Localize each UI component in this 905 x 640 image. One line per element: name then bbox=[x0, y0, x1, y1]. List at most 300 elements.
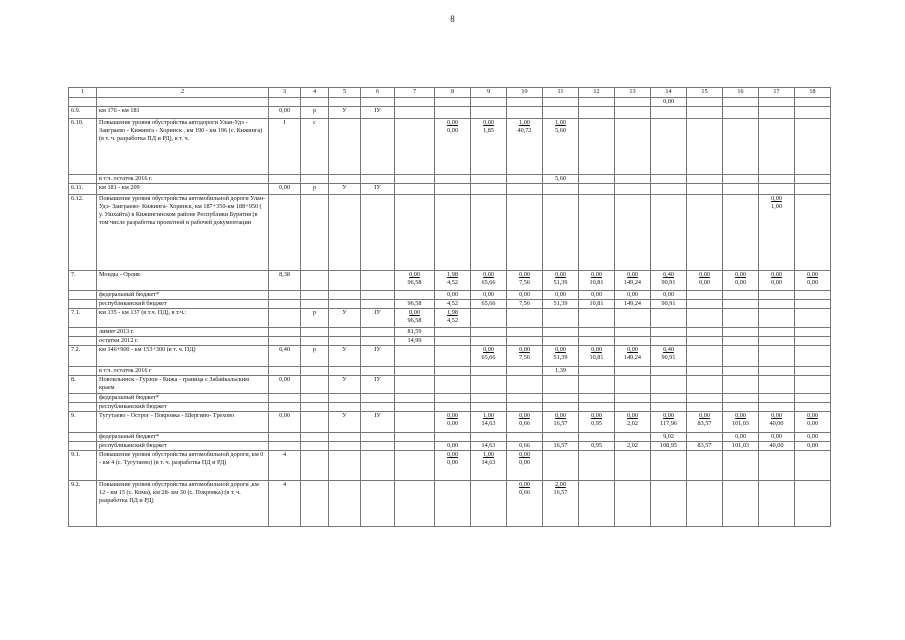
header-cell: 9 bbox=[471, 88, 507, 98]
table-cell bbox=[723, 98, 759, 107]
table-cell bbox=[435, 98, 471, 107]
table-cell bbox=[471, 107, 507, 119]
table-cell bbox=[723, 451, 759, 481]
table-cell: 0,00 0,66 bbox=[507, 481, 543, 527]
table-cell bbox=[395, 412, 435, 433]
table-row bbox=[69, 271, 831, 291]
table-row bbox=[69, 291, 831, 300]
table-cell: 0,00 83,57 bbox=[687, 412, 723, 433]
table-cell bbox=[579, 328, 615, 337]
table-cell bbox=[615, 309, 651, 328]
table-cell bbox=[301, 394, 329, 403]
header-cell: 3 bbox=[269, 88, 301, 98]
table-cell bbox=[361, 394, 395, 403]
table-cell bbox=[723, 403, 759, 412]
table-cell: 10,81 bbox=[579, 300, 615, 309]
table-cell bbox=[579, 403, 615, 412]
table-cell bbox=[543, 451, 579, 481]
table-cell bbox=[471, 403, 507, 412]
table-cell: 0,00 bbox=[795, 433, 831, 442]
table-cell bbox=[329, 291, 361, 300]
table-row bbox=[69, 403, 831, 412]
table-cell bbox=[795, 291, 831, 300]
table-cell bbox=[507, 98, 543, 107]
row-description: Тугутаево - Острог - Покровка - Шергино- Трехово bbox=[97, 412, 269, 433]
header-cell: 2 bbox=[97, 88, 269, 98]
table-cell: 0,00 bbox=[615, 291, 651, 300]
table-cell bbox=[435, 394, 471, 403]
table-cell: 0,00 1,00 bbox=[759, 195, 795, 271]
table-cell: 0,00 0,00 bbox=[795, 271, 831, 291]
table-cell bbox=[795, 107, 831, 119]
table-cell bbox=[723, 195, 759, 271]
table-cell: 0,00 7,56 bbox=[507, 346, 543, 367]
table-cell bbox=[759, 367, 795, 376]
row-number: 7.2. bbox=[69, 346, 97, 367]
table-cell bbox=[723, 107, 759, 119]
table-row bbox=[69, 195, 831, 271]
table-cell: 2,00 16,57 bbox=[543, 481, 579, 527]
table-cell bbox=[723, 367, 759, 376]
table-row bbox=[69, 300, 831, 309]
table-cell bbox=[687, 328, 723, 337]
table-cell bbox=[651, 451, 687, 481]
table-cell bbox=[687, 309, 723, 328]
table-cell: IУ bbox=[361, 107, 395, 119]
table-cell bbox=[471, 184, 507, 195]
table-cell: 81,59 bbox=[395, 328, 435, 337]
table-cell bbox=[269, 433, 301, 442]
table-cell bbox=[651, 367, 687, 376]
table-cell bbox=[361, 451, 395, 481]
table-cell: 6,40 90,91 bbox=[651, 346, 687, 367]
table-cell bbox=[723, 328, 759, 337]
table-cell: IУ bbox=[361, 412, 395, 433]
row-description: км 135 - км 137 (в т.ч. ПД), в т.ч.: bbox=[97, 309, 269, 328]
row-number bbox=[69, 175, 97, 184]
table-cell bbox=[543, 184, 579, 195]
row-description: республиканский бюджет bbox=[97, 403, 269, 412]
table-cell bbox=[723, 175, 759, 184]
table-cell: 2,02 bbox=[615, 442, 651, 451]
table-cell bbox=[507, 376, 543, 394]
table-cell bbox=[723, 300, 759, 309]
table-cell: У bbox=[329, 107, 361, 119]
row-description: Повышение уровня обустройства автомобильной дороги ,км 12 - км 15 (с. Кома), км 28- км 30 (с. Покровка) (в т. ч. разработка ПД и РД) bbox=[97, 481, 269, 527]
table-cell bbox=[395, 442, 435, 451]
row-description: км 146+900 - км 153+300 (в т. ч. ПД) bbox=[97, 346, 269, 367]
row-description: Повышение уровня обустройства автодороги Улан-Удэ - Заиграево - Кижинга - Хоринск , км 190 - км 196 (с. Кижинга) (в т. ч. разработка ПД и РД), в т. ч. bbox=[97, 119, 269, 175]
row-number: 8. bbox=[69, 376, 97, 394]
table-cell bbox=[361, 442, 395, 451]
table-cell bbox=[435, 107, 471, 119]
table-row bbox=[69, 367, 831, 376]
table-row bbox=[69, 309, 831, 328]
table-cell: 0,00 10,81 bbox=[579, 271, 615, 291]
table-cell bbox=[759, 119, 795, 175]
row-number bbox=[69, 300, 97, 309]
row-description: км 176 - км 181 bbox=[97, 107, 269, 119]
table-cell bbox=[329, 403, 361, 412]
table-cell bbox=[579, 119, 615, 175]
table-cell bbox=[615, 451, 651, 481]
table-cell: 0,00 0,00 bbox=[687, 271, 723, 291]
table-cell bbox=[651, 337, 687, 346]
table-cell bbox=[361, 98, 395, 107]
table-cell: 0,00 bbox=[651, 291, 687, 300]
table-cell bbox=[301, 403, 329, 412]
table-cell bbox=[651, 481, 687, 527]
row-description: в т.ч. остаток 2016 г bbox=[97, 367, 269, 376]
table-cell: 108,95 bbox=[651, 442, 687, 451]
table-cell bbox=[301, 98, 329, 107]
table-cell bbox=[579, 337, 615, 346]
table-cell bbox=[507, 394, 543, 403]
table-cell bbox=[301, 451, 329, 481]
table-cell bbox=[471, 367, 507, 376]
table-cell bbox=[301, 367, 329, 376]
row-description: Повышение уровня обустройства автомобильной дороги Улан-Удэ- Заиграево- Кижинга- Хоринск, км 187+350-км 188+950 ( у. Ушхайта) в Кижингинском районе Республики Бурятия (в том числе разработка проектной и рабочей документации bbox=[97, 195, 269, 271]
table-cell bbox=[687, 291, 723, 300]
table-cell bbox=[651, 175, 687, 184]
row-description: республиканский бюджет bbox=[97, 442, 269, 451]
table-cell bbox=[395, 119, 435, 175]
row-description: Повышение уровня обустройства автомобильной дороги, км 0 - км 4 (с. Тугутаево) (в т. ч. разработка ПД и РД) bbox=[97, 451, 269, 481]
table-cell bbox=[507, 107, 543, 119]
table-cell: 0,00 bbox=[543, 291, 579, 300]
table-cell bbox=[615, 107, 651, 119]
table-cell bbox=[471, 481, 507, 527]
header-cell: 15 bbox=[687, 88, 723, 98]
table-cell: 0,00 bbox=[269, 184, 301, 195]
table-cell bbox=[269, 195, 301, 271]
table-cell: 0,00 0,95 bbox=[579, 412, 615, 433]
table-cell bbox=[395, 346, 435, 367]
table-cell bbox=[651, 394, 687, 403]
table-cell bbox=[615, 119, 651, 175]
table-cell: 7,56 bbox=[507, 300, 543, 309]
table-cell bbox=[579, 107, 615, 119]
table-cell: 65,66 bbox=[471, 300, 507, 309]
table-cell: 1,00 14,63 bbox=[471, 412, 507, 433]
table-cell: 0,00 bbox=[435, 291, 471, 300]
table-cell bbox=[361, 367, 395, 376]
table-cell bbox=[687, 367, 723, 376]
table-cell bbox=[507, 403, 543, 412]
table-cell bbox=[395, 376, 435, 394]
table-cell bbox=[435, 175, 471, 184]
table-cell bbox=[759, 300, 795, 309]
table-cell bbox=[361, 403, 395, 412]
table-cell bbox=[723, 346, 759, 367]
table-cell: 96,58 bbox=[395, 300, 435, 309]
table-cell bbox=[269, 337, 301, 346]
table-cell: 0,00 bbox=[507, 291, 543, 300]
table-cell bbox=[395, 481, 435, 527]
header-cell: 1 bbox=[69, 88, 97, 98]
table-row bbox=[69, 433, 831, 442]
table-cell bbox=[579, 184, 615, 195]
table-cell bbox=[615, 98, 651, 107]
table-cell bbox=[361, 271, 395, 291]
table-cell bbox=[269, 309, 301, 328]
table-cell bbox=[471, 337, 507, 346]
table-cell: 0,95 bbox=[579, 442, 615, 451]
table-cell bbox=[471, 98, 507, 107]
table-row bbox=[69, 451, 831, 481]
table-cell bbox=[301, 376, 329, 394]
table-cell bbox=[759, 328, 795, 337]
row-number: 7. bbox=[69, 271, 97, 291]
row-number: 6.12. bbox=[69, 195, 97, 271]
table-cell: р bbox=[301, 346, 329, 367]
header-cell: 12 bbox=[579, 88, 615, 98]
table-cell bbox=[471, 328, 507, 337]
table-cell bbox=[615, 376, 651, 394]
table-cell: 0,00 96,58 bbox=[395, 309, 435, 328]
table-cell bbox=[269, 394, 301, 403]
table-cell bbox=[795, 309, 831, 328]
table-cell: 0,00 bbox=[435, 442, 471, 451]
table-cell bbox=[435, 337, 471, 346]
table-cell bbox=[543, 433, 579, 442]
row-number: 9.2. bbox=[69, 481, 97, 527]
table-cell bbox=[471, 394, 507, 403]
header-cell: 5 bbox=[329, 88, 361, 98]
table-cell bbox=[395, 394, 435, 403]
table-cell: 0,00 40,00 bbox=[759, 412, 795, 433]
header-cell: 6 bbox=[361, 88, 395, 98]
table-cell bbox=[723, 309, 759, 328]
table-cell bbox=[651, 376, 687, 394]
header-cell: 10 bbox=[507, 88, 543, 98]
table-cell bbox=[543, 394, 579, 403]
table-cell bbox=[723, 376, 759, 394]
table-cell bbox=[615, 175, 651, 184]
table-cell bbox=[795, 376, 831, 394]
table-cell bbox=[435, 346, 471, 367]
table-cell: У bbox=[329, 184, 361, 195]
table-cell bbox=[435, 184, 471, 195]
table-row bbox=[69, 337, 831, 346]
row-number bbox=[69, 403, 97, 412]
row-number: 9. bbox=[69, 412, 97, 433]
table-cell bbox=[329, 119, 361, 175]
table-row bbox=[69, 376, 831, 394]
table-cell bbox=[435, 195, 471, 271]
table-cell bbox=[615, 394, 651, 403]
table-cell: 0,00 10,81 bbox=[579, 346, 615, 367]
table-row bbox=[69, 481, 831, 527]
row-description: Монды - Орлик bbox=[97, 271, 269, 291]
table-cell bbox=[543, 403, 579, 412]
table-cell bbox=[269, 367, 301, 376]
row-description: Новоильинск - Гурзон - Кижа - граница с Забайкальским краем bbox=[97, 376, 269, 394]
table-cell: 1,39 bbox=[543, 367, 579, 376]
table-cell bbox=[269, 291, 301, 300]
table-cell bbox=[651, 119, 687, 175]
table-cell bbox=[651, 184, 687, 195]
table-cell bbox=[361, 175, 395, 184]
table-cell bbox=[579, 481, 615, 527]
table-cell: 0,00 2,02 bbox=[615, 412, 651, 433]
table-cell: 0,00 bbox=[723, 433, 759, 442]
table-cell bbox=[301, 412, 329, 433]
table-cell bbox=[269, 175, 301, 184]
table-cell bbox=[795, 337, 831, 346]
table-cell bbox=[329, 337, 361, 346]
table-cell bbox=[269, 328, 301, 337]
table-cell bbox=[395, 184, 435, 195]
table-cell: 1,00 14,63 bbox=[471, 451, 507, 481]
table-cell bbox=[507, 367, 543, 376]
table-cell bbox=[543, 328, 579, 337]
table-cell bbox=[301, 328, 329, 337]
table-row bbox=[69, 442, 831, 451]
table-cell bbox=[435, 481, 471, 527]
table-cell bbox=[579, 433, 615, 442]
table-cell bbox=[301, 291, 329, 300]
table-cell bbox=[795, 346, 831, 367]
row-number: 7.1. bbox=[69, 309, 97, 328]
table-cell bbox=[543, 376, 579, 394]
table-cell bbox=[687, 346, 723, 367]
table-cell: 0,00 7,56 bbox=[507, 271, 543, 291]
table-cell bbox=[687, 175, 723, 184]
table-cell: 0,00 bbox=[269, 412, 301, 433]
table-cell bbox=[361, 328, 395, 337]
table-cell bbox=[471, 376, 507, 394]
table-cell bbox=[615, 367, 651, 376]
table-cell bbox=[507, 309, 543, 328]
table-cell bbox=[615, 328, 651, 337]
table-cell bbox=[395, 367, 435, 376]
header-cell: 14 bbox=[651, 88, 687, 98]
table-cell: р bbox=[301, 107, 329, 119]
table-cell bbox=[615, 195, 651, 271]
table-cell: 4 bbox=[269, 481, 301, 527]
table-cell: 0,00 bbox=[269, 107, 301, 119]
header-cell: 8 bbox=[435, 88, 471, 98]
table-cell bbox=[795, 300, 831, 309]
table-cell: 0,00 149,24 bbox=[615, 346, 651, 367]
table-cell bbox=[269, 300, 301, 309]
table-cell bbox=[301, 195, 329, 271]
table-cell: 0,00 0,00 bbox=[723, 271, 759, 291]
table-cell: 0,66 bbox=[507, 442, 543, 451]
table-cell bbox=[361, 337, 395, 346]
table-cell: 8,38 bbox=[269, 271, 301, 291]
table-cell bbox=[615, 433, 651, 442]
table-cell: У bbox=[329, 412, 361, 433]
table-row bbox=[69, 107, 831, 119]
table-cell bbox=[435, 433, 471, 442]
table-cell bbox=[507, 195, 543, 271]
table-cell bbox=[435, 403, 471, 412]
table-cell bbox=[615, 337, 651, 346]
table-cell: 1,00 40,72 bbox=[507, 119, 543, 175]
table-cell bbox=[759, 346, 795, 367]
table-cell bbox=[795, 403, 831, 412]
table-cell bbox=[723, 184, 759, 195]
table-cell: 0,00 65,66 bbox=[471, 346, 507, 367]
table-cell bbox=[507, 175, 543, 184]
table-cell bbox=[795, 175, 831, 184]
table-cell: 0,00 0,66 bbox=[507, 412, 543, 433]
table-row bbox=[69, 346, 831, 367]
table-cell bbox=[759, 107, 795, 119]
table-cell bbox=[579, 309, 615, 328]
row-description: остатки 2012 г. bbox=[97, 337, 269, 346]
table-cell: 0,00 0,00 bbox=[507, 451, 543, 481]
table-row bbox=[69, 412, 831, 433]
table-cell bbox=[687, 451, 723, 481]
table-cell: 1,98 4,52 bbox=[435, 309, 471, 328]
table-cell: 51,39 bbox=[543, 300, 579, 309]
table-cell bbox=[301, 433, 329, 442]
table-row bbox=[69, 175, 831, 184]
table-cell: 0,00 bbox=[651, 98, 687, 107]
table-cell: 0,00 51,39 bbox=[543, 346, 579, 367]
table-cell bbox=[471, 309, 507, 328]
data-table bbox=[68, 87, 831, 527]
table-cell bbox=[687, 184, 723, 195]
table-cell bbox=[301, 481, 329, 527]
table-cell bbox=[361, 300, 395, 309]
row-number bbox=[69, 394, 97, 403]
row-number bbox=[69, 367, 97, 376]
table-cell: IУ bbox=[361, 184, 395, 195]
table-cell bbox=[269, 403, 301, 412]
table-cell bbox=[329, 481, 361, 527]
table-cell: 0,00 0,00 bbox=[795, 412, 831, 433]
table-cell bbox=[507, 328, 543, 337]
table-cell bbox=[687, 195, 723, 271]
table-cell bbox=[329, 367, 361, 376]
table-cell bbox=[795, 98, 831, 107]
table-cell: 0,00 96,58 bbox=[395, 271, 435, 291]
header-cell: 7 bbox=[395, 88, 435, 98]
table-cell bbox=[687, 337, 723, 346]
table-cell bbox=[651, 328, 687, 337]
row-number: 6.11. bbox=[69, 184, 97, 195]
table-cell bbox=[579, 376, 615, 394]
table-cell: с bbox=[301, 119, 329, 175]
table-cell: 0,00 0,00 bbox=[435, 412, 471, 433]
table-cell bbox=[687, 300, 723, 309]
table-cell bbox=[759, 481, 795, 527]
header-cell: 16 bbox=[723, 88, 759, 98]
table-cell: У bbox=[329, 346, 361, 367]
table-cell bbox=[361, 433, 395, 442]
table-cell: 1,00 5,60 bbox=[543, 119, 579, 175]
table-cell bbox=[507, 337, 543, 346]
table-cell bbox=[395, 98, 435, 107]
table-cell bbox=[543, 309, 579, 328]
row-description: федеральный бюджет* bbox=[97, 394, 269, 403]
table-cell: 0,00 0,00 bbox=[759, 271, 795, 291]
table-cell bbox=[329, 394, 361, 403]
row-description: федеральный бюджет* bbox=[97, 433, 269, 442]
table-cell: 0,00 16,57 bbox=[543, 412, 579, 433]
table-cell: I bbox=[269, 119, 301, 175]
table-cell: 0,00 117,96 bbox=[651, 412, 687, 433]
table-cell bbox=[795, 184, 831, 195]
table-cell: 5,60 bbox=[543, 175, 579, 184]
table-cell bbox=[329, 98, 361, 107]
row-number: 6.10. bbox=[69, 119, 97, 175]
header-cell: 11 bbox=[543, 88, 579, 98]
